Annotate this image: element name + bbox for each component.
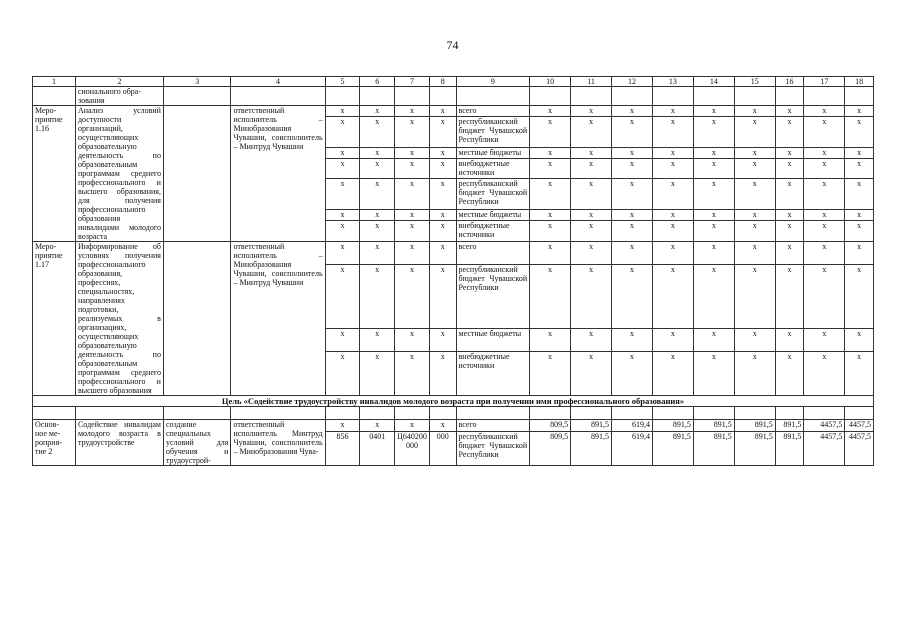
column-number-9: 9 — [456, 77, 530, 87]
budget-code-cell: x — [325, 264, 360, 328]
year-value-cell: 891,5 — [652, 432, 693, 466]
year-value-cell: x — [734, 264, 775, 328]
cont-empty — [325, 87, 360, 106]
budget-code-cell: x — [360, 147, 395, 158]
year-value-cell: x — [804, 116, 845, 147]
gap-cell — [804, 407, 845, 420]
year-value-cell: x — [530, 264, 571, 328]
year-value-cell: 4457,5 — [804, 432, 845, 466]
budget-code-cell: x — [360, 158, 395, 179]
budget-code-cell: x — [325, 352, 360, 396]
gap-cell — [456, 407, 530, 420]
year-value-cell: x — [845, 221, 874, 242]
column-number-18: 18 — [845, 77, 874, 87]
year-value-cell: x — [845, 264, 874, 328]
column-number-3: 3 — [163, 77, 231, 87]
continuation-row — [33, 87, 874, 106]
year-value-cell: x — [734, 242, 775, 265]
budget-code-cell: 0401 — [360, 432, 395, 466]
activity-goal — [163, 106, 231, 242]
budget-code-cell: x — [429, 221, 456, 242]
year-value-cell: 619,4 — [612, 432, 653, 466]
activity-id: Меро- приятие 1.16 — [33, 106, 76, 242]
year-value-cell: x — [734, 158, 775, 179]
gap-cell — [571, 407, 612, 420]
year-value-cell: x — [775, 352, 804, 396]
year-value-cell: x — [612, 116, 653, 147]
year-value-cell: x — [693, 242, 734, 265]
year-value-cell: 891,5 — [571, 420, 612, 432]
funding-source: всего — [456, 420, 530, 432]
activity-name: Информирование об условиях получения профессионального образования, профессиях, специальностях, направлениях подготовки, реализуемых в организациях, осуществляющих образовательную деятельность по образовательным программам среднего профессионального и высшего образования — [75, 242, 163, 396]
activity-name: Содействие инвалидам молодого возраста в трудоустройстве — [75, 420, 163, 466]
year-value-cell: x — [652, 116, 693, 147]
year-value-cell: x — [571, 116, 612, 147]
cont-empty — [231, 87, 325, 106]
budget-code-cell: x — [429, 352, 456, 396]
budget-code-cell: x — [429, 420, 456, 432]
year-value-cell: x — [571, 264, 612, 328]
year-value-cell: x — [734, 352, 775, 396]
cont-empty — [456, 87, 530, 106]
column-number-15: 15 — [734, 77, 775, 87]
year-value-cell: x — [734, 210, 775, 221]
year-value-cell: x — [734, 106, 775, 117]
year-value-cell: x — [693, 329, 734, 352]
year-value-cell: x — [530, 106, 571, 117]
budget-code-cell: x — [395, 210, 430, 221]
year-value-cell: x — [775, 242, 804, 265]
budget-code-cell: x — [360, 106, 395, 117]
year-value-cell: x — [804, 147, 845, 158]
m117-row — [33, 242, 874, 265]
budget-code-cell: x — [395, 242, 430, 265]
cont-empty — [163, 87, 231, 106]
column-number-8: 8 — [429, 77, 456, 87]
year-value-cell: x — [530, 210, 571, 221]
year-value-cell: x — [845, 158, 874, 179]
column-number-6: 6 — [360, 77, 395, 87]
year-value-cell: x — [775, 158, 804, 179]
year-value-cell: x — [804, 329, 845, 352]
year-value-cell: x — [775, 221, 804, 242]
year-value-cell: x — [734, 179, 775, 210]
activity-goal — [163, 242, 231, 396]
year-value-cell: x — [571, 352, 612, 396]
year-value-cell: 891,5 — [775, 420, 804, 432]
budget-code-cell: x — [429, 116, 456, 147]
budget-code-cell: x — [429, 329, 456, 352]
funding-source: всего — [456, 242, 530, 265]
activity-responsible: ответственный исполнитель – Минобразования Чувашии, соисполнитель – Минтруд Чувашии — [231, 106, 325, 242]
budget-code-cell: x — [360, 221, 395, 242]
year-value-cell: x — [652, 329, 693, 352]
year-value-cell: x — [530, 221, 571, 242]
funding-source: республиканский бюджет Чувашской Республики — [456, 179, 530, 210]
budget-code-cell: x — [395, 147, 430, 158]
year-value-cell: x — [612, 242, 653, 265]
budget-code-cell: x — [429, 210, 456, 221]
funding-source: всего — [456, 106, 530, 117]
year-value-cell: x — [652, 179, 693, 210]
budget-code-cell: x — [360, 210, 395, 221]
year-value-cell: x — [693, 210, 734, 221]
year-value-cell: x — [845, 116, 874, 147]
year-value-cell: x — [845, 210, 874, 221]
cont-col1 — [33, 87, 76, 106]
year-value-cell: x — [845, 179, 874, 210]
year-value-cell: x — [571, 210, 612, 221]
year-value-cell: x — [804, 106, 845, 117]
column-number-row — [33, 77, 874, 87]
year-value-cell: x — [571, 221, 612, 242]
budget-code-cell: x — [395, 179, 430, 210]
year-value-cell: x — [571, 147, 612, 158]
cont-empty — [845, 87, 874, 106]
gap-cell — [845, 407, 874, 420]
year-value-cell: x — [693, 116, 734, 147]
year-value-cell: x — [571, 106, 612, 117]
year-value-cell: x — [693, 264, 734, 328]
column-number-16: 16 — [775, 77, 804, 87]
budget-code-cell: x — [395, 329, 430, 352]
gap-cell — [775, 407, 804, 420]
year-value-cell: 809,5 — [530, 420, 571, 432]
gap-cell — [429, 407, 456, 420]
funding-source: республиканский бюджет Чувашской Республики — [456, 264, 530, 328]
year-value-cell: x — [734, 116, 775, 147]
year-value-cell: x — [804, 221, 845, 242]
page-number: 74 — [446, 38, 459, 52]
year-value-cell: x — [652, 210, 693, 221]
year-value-cell: x — [775, 329, 804, 352]
year-value-cell: x — [804, 179, 845, 210]
budget-code-cell: x — [395, 221, 430, 242]
cont-empty — [395, 87, 430, 106]
budget-code-cell: x — [325, 221, 360, 242]
budget-code-cell: Ц640200 000 — [395, 432, 430, 466]
column-number-14: 14 — [693, 77, 734, 87]
goal-row — [33, 396, 874, 407]
column-number-10: 10 — [530, 77, 571, 87]
cont-empty — [804, 87, 845, 106]
budget-code-cell: x — [325, 420, 360, 432]
budget-code-cell: 856 — [325, 432, 360, 466]
year-value-cell: x — [775, 116, 804, 147]
budget-code-cell: x — [429, 264, 456, 328]
year-value-cell: x — [530, 116, 571, 147]
budget-code-cell: x — [395, 264, 430, 328]
year-value-cell: 4457,5 — [804, 420, 845, 432]
year-value-cell: 891,5 — [652, 420, 693, 432]
year-value-cell: x — [775, 264, 804, 328]
year-value-cell: x — [652, 158, 693, 179]
cont-empty — [360, 87, 395, 106]
year-value-cell: x — [652, 242, 693, 265]
column-number-2: 2 — [75, 77, 163, 87]
column-number-4: 4 — [231, 77, 325, 87]
year-value-cell: x — [693, 221, 734, 242]
budget-code-cell: x — [360, 242, 395, 265]
year-value-cell: x — [652, 147, 693, 158]
budget-code-cell: x — [325, 147, 360, 158]
budget-code-cell: 000 — [429, 432, 456, 466]
budget-code-cell: x — [325, 242, 360, 265]
year-value-cell: x — [734, 147, 775, 158]
activity-responsible: ответственный исполнитель – Минобразования Чувашии, соисполнитель – Минтруд Чувашии — [231, 242, 325, 396]
year-value-cell: 891,5 — [693, 432, 734, 466]
budget-code-cell: x — [325, 179, 360, 210]
year-value-cell: x — [612, 147, 653, 158]
budget-table — [32, 76, 874, 466]
cont-empty — [775, 87, 804, 106]
year-value-cell: x — [693, 158, 734, 179]
year-value-cell: x — [612, 352, 653, 396]
cont-empty — [429, 87, 456, 106]
year-value-cell: x — [652, 352, 693, 396]
budget-code-cell: x — [395, 106, 430, 117]
continuation-text: сионального обра- зования — [75, 87, 163, 106]
year-value-cell: x — [530, 158, 571, 179]
column-number-12: 12 — [612, 77, 653, 87]
year-value-cell: x — [612, 158, 653, 179]
year-value-cell: 809,5 — [530, 432, 571, 466]
year-value-cell: 891,5 — [775, 432, 804, 466]
year-value-cell: x — [571, 179, 612, 210]
year-value-cell: 891,5 — [734, 420, 775, 432]
budget-code-cell: x — [429, 106, 456, 117]
activity-goal: создание специальных условий для обучения и трудоустрой- — [163, 420, 231, 466]
gap-cell — [652, 407, 693, 420]
column-number-11: 11 — [571, 77, 612, 87]
column-number-7: 7 — [395, 77, 430, 87]
goal-title: Цель «Содействие трудоустройству инвалидов молодого возраста при получении ими профессионального образования» — [33, 396, 874, 407]
budget-code-cell: x — [395, 116, 430, 147]
column-number-5: 5 — [325, 77, 360, 87]
budget-code-cell: x — [325, 158, 360, 179]
year-value-cell: x — [612, 221, 653, 242]
year-value-cell: x — [530, 329, 571, 352]
funding-source: местные бюджеты — [456, 147, 530, 158]
budget-code-cell: x — [325, 329, 360, 352]
year-value-cell: x — [804, 242, 845, 265]
gap-cell — [360, 407, 395, 420]
gap-cell — [693, 407, 734, 420]
budget-code-cell: x — [325, 106, 360, 117]
year-value-cell: x — [571, 158, 612, 179]
gap-cell — [612, 407, 653, 420]
budget-code-cell: x — [395, 158, 430, 179]
year-value-cell: x — [845, 352, 874, 396]
funding-source: республиканский бюджет Чувашской Республики — [456, 432, 530, 466]
m116-row — [33, 106, 874, 117]
year-value-cell: x — [775, 210, 804, 221]
cont-empty — [693, 87, 734, 106]
budget-code-cell: x — [429, 158, 456, 179]
gap-cell — [231, 407, 325, 420]
year-value-cell: x — [571, 242, 612, 265]
activity-name: Анализ условий доступности организаций, осуществляющих образовательную деятельность по образовательным программам среднего профессионального и высшего образования, для получения профессионального образования инвалидами молодого возраста — [75, 106, 163, 242]
year-value-cell: x — [571, 329, 612, 352]
year-value-cell: x — [693, 106, 734, 117]
column-number-13: 13 — [652, 77, 693, 87]
year-value-cell: x — [775, 179, 804, 210]
year-value-cell: x — [845, 106, 874, 117]
gap-cell — [163, 407, 231, 420]
year-value-cell: x — [845, 147, 874, 158]
gap-cell — [530, 407, 571, 420]
year-value-cell: 4457,5 — [845, 432, 874, 466]
year-value-cell: x — [530, 179, 571, 210]
budget-code-cell: x — [395, 420, 430, 432]
year-value-cell: x — [845, 242, 874, 265]
budget-code-cell: x — [360, 179, 395, 210]
funding-source: внебюджетные источники — [456, 352, 530, 396]
year-value-cell: 619,4 — [612, 420, 653, 432]
funding-source: местные бюджеты — [456, 210, 530, 221]
year-value-cell: x — [652, 264, 693, 328]
gap-cell — [395, 407, 430, 420]
year-value-cell: x — [693, 147, 734, 158]
activity-id: Основ- ное ме- роприя- тие 2 — [33, 420, 76, 466]
year-value-cell: x — [612, 329, 653, 352]
funding-source: внебюджетные источники — [456, 158, 530, 179]
cont-empty — [652, 87, 693, 106]
cont-empty — [571, 87, 612, 106]
year-value-cell: x — [612, 264, 653, 328]
year-value-cell: x — [612, 210, 653, 221]
cont-empty — [612, 87, 653, 106]
year-value-cell: x — [652, 221, 693, 242]
activity-responsible: ответственный исполнитель Минтруд Чувашии, соисполнитель – Минобразования Чува- — [231, 420, 325, 466]
budget-code-cell: x — [429, 147, 456, 158]
gap-cell — [325, 407, 360, 420]
column-number-17: 17 — [804, 77, 845, 87]
budget-code-cell: x — [395, 352, 430, 396]
cont-empty — [734, 87, 775, 106]
year-value-cell: x — [804, 158, 845, 179]
year-value-cell: x — [775, 106, 804, 117]
year-value-cell: x — [530, 147, 571, 158]
gap-cell — [734, 407, 775, 420]
budget-code-cell: x — [360, 329, 395, 352]
year-value-cell: x — [612, 179, 653, 210]
funding-source: республиканский бюджет Чувашской Республики — [456, 116, 530, 147]
year-value-cell: x — [804, 264, 845, 328]
year-value-cell: x — [775, 147, 804, 158]
budget-code-cell: x — [360, 116, 395, 147]
year-value-cell: x — [693, 179, 734, 210]
column-number-1: 1 — [33, 77, 76, 87]
gap-cell — [75, 407, 163, 420]
budget-code-cell: x — [360, 352, 395, 396]
year-value-cell: x — [734, 221, 775, 242]
year-value-cell: x — [652, 106, 693, 117]
year-value-cell: 891,5 — [734, 432, 775, 466]
activity-id: Меро- приятие 1.17 — [33, 242, 76, 396]
year-value-cell: x — [530, 352, 571, 396]
budget-code-cell: x — [325, 116, 360, 147]
funding-source: местные бюджеты — [456, 329, 530, 352]
budget-code-cell: x — [429, 242, 456, 265]
budget-code-cell: x — [360, 420, 395, 432]
funding-source: внебюджетные источники — [456, 221, 530, 242]
year-value-cell: 891,5 — [693, 420, 734, 432]
gap-row — [33, 407, 874, 420]
gap-cell — [33, 407, 76, 420]
year-value-cell: x — [612, 106, 653, 117]
budget-code-cell: x — [325, 210, 360, 221]
year-value-cell: x — [530, 242, 571, 265]
year-value-cell: x — [734, 329, 775, 352]
year-value-cell: x — [804, 352, 845, 396]
budget-code-cell: x — [429, 179, 456, 210]
year-value-cell: 4457,5 — [845, 420, 874, 432]
year-value-cell: x — [845, 329, 874, 352]
om2-row — [33, 420, 874, 432]
budget-code-cell: x — [360, 264, 395, 328]
year-value-cell: x — [693, 352, 734, 396]
year-value-cell: 891,5 — [571, 432, 612, 466]
cont-empty — [530, 87, 571, 106]
year-value-cell: x — [804, 210, 845, 221]
